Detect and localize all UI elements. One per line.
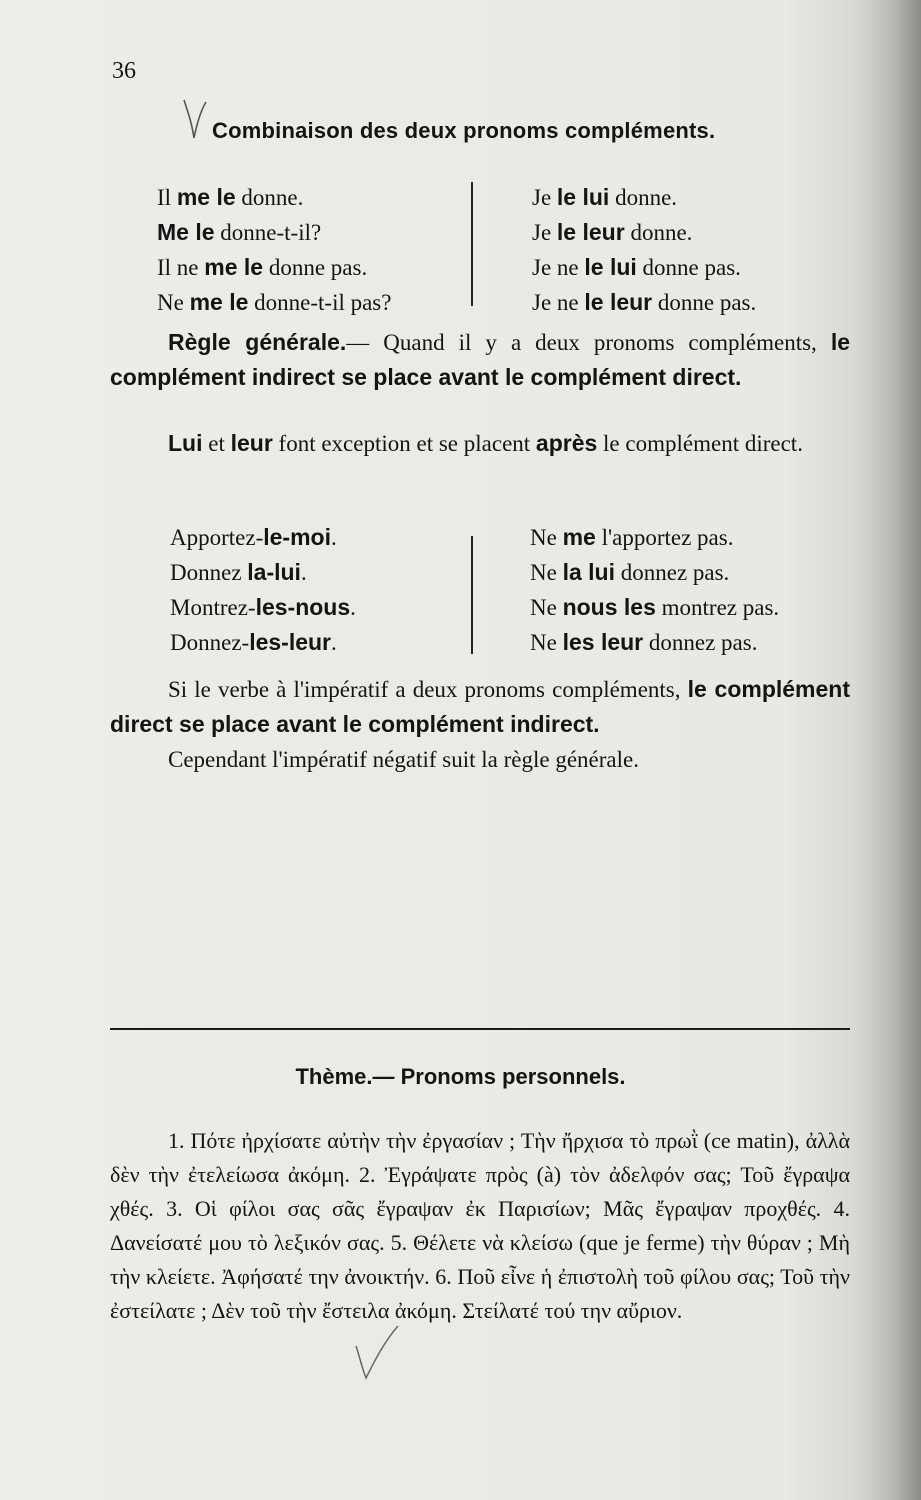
text-run: le complément direct. (597, 431, 803, 456)
bold-text: les-nous (255, 594, 351, 620)
bold-text: Me le (157, 219, 215, 245)
text-run: Il (157, 185, 177, 210)
bold-text: le lui (584, 254, 637, 280)
bold-text: la-lui (247, 559, 301, 585)
example-line (532, 180, 756, 215)
text-run: donne. (624, 220, 693, 245)
bold-text: le complément indirect se place avant le complément direct. (110, 329, 850, 390)
example-line (157, 180, 391, 215)
bold-text: les-leur (249, 629, 332, 655)
example-line (532, 250, 756, 285)
text-run: Il ne (157, 255, 205, 280)
greek-exercise-text: 1. Πότε ἠρχίσατε αὐτὴν τὴν ἐργασίαν ; Τὴν ἤρχισα τὸ πρωῒ (ce matin), ἀλλὰ δὲν τὴν ἐτελείωσα ἀκόμη. 2. Ἐγράψατε πρὸς (à) τὸν ἀδελφόν σας; Τοῦ ἔγραψα χθές. 3. Οἱ φίλοι σας σᾶς ἔγραψαν ἐκ Παρισίων; Μᾶς ἔγραψαν προχθές. 4. Δανείσατέ μου τὸ λεξικόν σας. 5. Θέλετε νὰ κλείσω (que je ferme) τὴν θύραν ; Μὴ τὴν κλείετε. Ἀφήσατέ την ἀνοικτήν. 6. Ποῦ εἶνε ἡ ἐπιστολὴ τοῦ φίλου σας; Τοῦ τὴν ἐστείλατε ; Δὲν τοῦ τὴν ἔστειλα ἀκόμη. Στείλατέ τού την αὔριον. (110, 1128, 850, 1323)
bold-text: Lui (168, 430, 203, 456)
text-run: Ne (530, 525, 563, 550)
text-run: donne pas. (652, 290, 757, 315)
text-run: Apportez- (170, 525, 264, 550)
example-line (530, 590, 779, 625)
bold-text: leur (230, 430, 273, 456)
bold-text: me le (189, 289, 249, 315)
text-run: font exception et se placent (272, 431, 536, 456)
example-line (157, 285, 391, 320)
text-run: . (330, 525, 337, 550)
example-line (170, 590, 356, 625)
example-line (157, 215, 391, 250)
text-run: Ne (530, 630, 563, 655)
section-title: Combinaison des deux pronoms compléments. (212, 118, 716, 143)
page-number: 36 (112, 58, 136, 84)
imperative-rule (110, 672, 850, 742)
bold-text: me le (176, 184, 236, 210)
example-line (530, 625, 779, 660)
imperative-negative (530, 520, 779, 660)
text-run: montrez pas. (655, 595, 780, 620)
bold-text: après (535, 430, 598, 456)
right-examples (532, 180, 756, 320)
text-run: Ne (157, 290, 190, 315)
bold-text: les leur (562, 629, 644, 655)
bleed-through-text (170, 845, 175, 870)
text-run: Je ne (532, 290, 585, 315)
text-run: Je (532, 185, 557, 210)
column-divider-2 (471, 536, 473, 654)
text-run: Je (532, 220, 557, 245)
text-run: Montrez- (170, 595, 256, 620)
bold-text: le leur (556, 219, 625, 245)
bold-text: la lui (562, 559, 615, 585)
imperative-note: Cependant l'impératif négatif suit la règle générale. (168, 747, 639, 772)
example-line (532, 215, 756, 250)
bold-text: me le (204, 254, 264, 280)
text-run: Donnez- (170, 630, 250, 655)
text-run: — Quand il y a deux pronoms compléments, (346, 330, 831, 355)
text-run: donne-t-il? (214, 220, 322, 245)
text-run: donne-t-il pas? (248, 290, 392, 315)
example-line (170, 625, 356, 660)
text-run: donnez pas. (614, 560, 730, 585)
theme-title: Thème.— Pronoms personnels. (295, 1064, 626, 1089)
text-run: Je ne (532, 255, 585, 280)
bold-text: nous les (562, 594, 656, 620)
text-run: . (331, 630, 337, 655)
text-run: et (202, 431, 231, 456)
text-run: Donnez (170, 560, 248, 585)
text-run: donne. (609, 185, 678, 210)
text-run: donne. (235, 185, 304, 210)
text-run: . (350, 595, 356, 620)
bold-text: le-moi (263, 524, 331, 550)
text-run: donnez pas. (643, 630, 758, 655)
bold-text: me (562, 524, 596, 550)
example-line (530, 555, 779, 590)
text-run: donne pas. (263, 255, 368, 280)
example-line (170, 555, 356, 590)
imperative-affirmative (170, 520, 356, 660)
pencil-check-mark (352, 1322, 402, 1382)
example-line (157, 250, 391, 285)
left-examples (157, 180, 391, 320)
text-run: l'apportez pas. (595, 525, 734, 550)
text-run: Ne (530, 595, 563, 620)
bold-text: le complément direct se place avant le complément indirect. (110, 676, 851, 737)
text-run: donne pas. (636, 255, 741, 280)
example-line (532, 285, 756, 320)
text-run: Ne (530, 560, 563, 585)
text-run: . (300, 560, 307, 585)
example-line (170, 520, 356, 555)
bold-text: le leur (584, 289, 653, 315)
example-line (530, 520, 779, 555)
general-rule (110, 325, 850, 395)
text-run: Si le verbe à l'impératif a deux pronoms compléments, (168, 677, 688, 702)
bold-text: le lui (556, 184, 610, 210)
pencil-tick-mark (180, 98, 210, 148)
exception-rule (110, 426, 850, 461)
column-divider (471, 182, 473, 306)
bold-text: Règle générale. (168, 329, 347, 355)
section-rule (110, 1028, 850, 1030)
